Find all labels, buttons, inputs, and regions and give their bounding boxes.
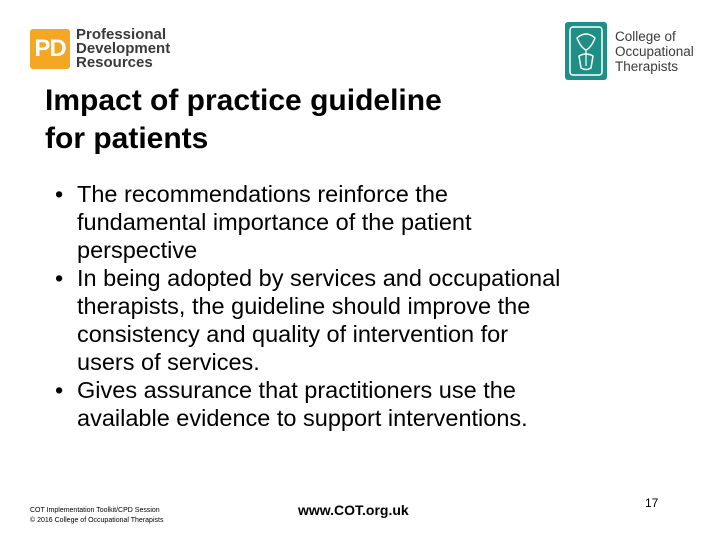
cot-logo-line: Therapists bbox=[615, 58, 679, 74]
bullet-line: Gives assurance that practitioners use the bbox=[77, 377, 516, 403]
bullet-item bbox=[55, 180, 675, 264]
cot-logo-line: Occupational bbox=[615, 43, 694, 59]
footer-credits bbox=[30, 506, 163, 525]
pd-badge: PD bbox=[30, 29, 70, 69]
cot-seal-icon bbox=[565, 22, 607, 80]
bullet-line: available evidence to support interventions. bbox=[77, 405, 528, 431]
bullet-line: users of services. bbox=[77, 349, 260, 375]
pd-logo bbox=[30, 28, 170, 70]
bullet-line: consistency and quality of intervention for bbox=[77, 321, 509, 347]
pd-logo-line: Development bbox=[76, 40, 171, 57]
bullet-list bbox=[55, 180, 675, 432]
bullet-line: fundamental importance of the patient bbox=[77, 209, 472, 235]
footer-copyright-text: © 2016 College of Occupational Therapists bbox=[30, 516, 164, 524]
slide-title-line: for patients bbox=[45, 122, 209, 155]
bullet-marker: • bbox=[55, 265, 64, 291]
cot-logo-text bbox=[615, 29, 694, 74]
footer-toolkit-text: COT Implementation Toolkit/CPD Session bbox=[30, 507, 160, 514]
bullet-line: perspective bbox=[77, 237, 198, 263]
bullet-line: In being adopted by services and occupational bbox=[77, 265, 561, 291]
footer-url[interactable]: www.COT.org.uk bbox=[298, 502, 409, 518]
page-number: 17 bbox=[645, 496, 659, 510]
pd-logo-text bbox=[76, 28, 170, 70]
pd-logo-line: Resources bbox=[76, 54, 153, 71]
slide-title bbox=[45, 82, 605, 158]
pd-logo-line: Professional bbox=[76, 26, 167, 43]
slide-title-line: Impact of practice guideline bbox=[45, 84, 442, 117]
bullet-marker: • bbox=[55, 181, 64, 207]
bullet-item bbox=[55, 264, 675, 376]
bullet-marker: • bbox=[55, 377, 64, 403]
bullet-line: The recommendations reinforce the bbox=[77, 181, 448, 207]
cot-logo-line: College of bbox=[615, 28, 676, 44]
bullet-line: therapists, the guideline should improve the bbox=[77, 293, 531, 319]
cot-logo bbox=[565, 22, 694, 80]
bullet-item bbox=[55, 376, 675, 432]
